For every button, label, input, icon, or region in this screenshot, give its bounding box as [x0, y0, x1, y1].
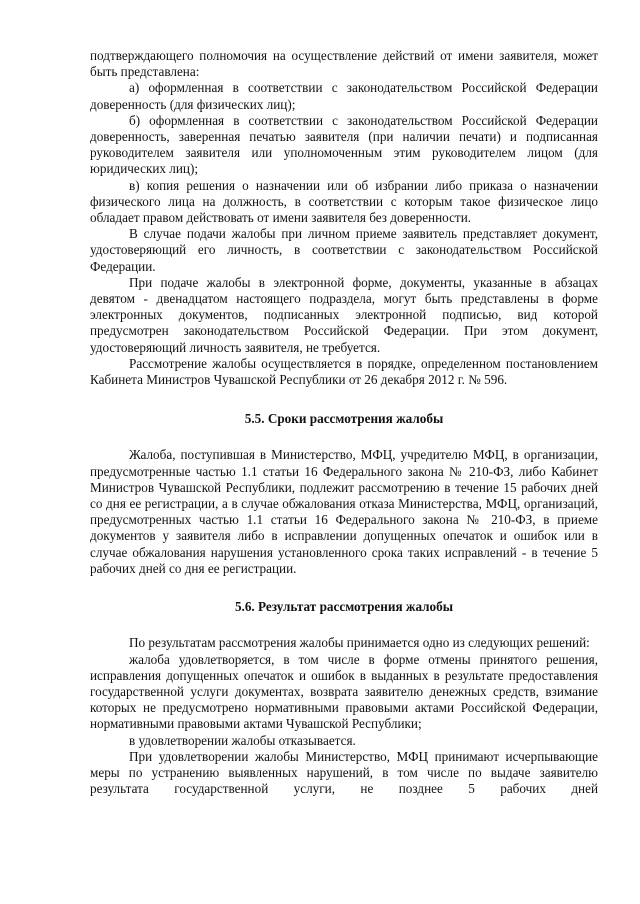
paragraph-option-b: б) оформленная в соответствии с законодательством Российской Федерации доверенность, заверенная печатью заявителя (при наличии печати) и подписанная руководителем заявителя или уполномоченным этим руководителем лицом (для юридических лиц);	[90, 112, 598, 177]
section-5-6-option-satisfied: жалоба удовлетворяется, в том числе в форме отмены принятого решения, исправления допущенных опечаток и ошибок в выданных в результате предоставления государственной услуги документах, возврата заявителю денежных средств, взимание которых не предусмотрено нормативными правовыми актами Российской Федерации, нормативными правовыми актами Чувашской Республики;	[90, 651, 598, 732]
section-5-6-heading: 5.6. Результат рассмотрения жалобы	[234, 599, 454, 615]
document-page	[90, 48, 598, 797]
section-5-5-heading: 5.5. Сроки рассмотрения жалобы	[244, 411, 444, 427]
section-5-6-option-refused: в удовлетворении жалобы отказывается.	[129, 732, 356, 748]
section-5-6-intro: По результатам рассмотрения жалобы принимается одно из следующих решений:	[129, 635, 590, 651]
paragraph-authority-continuation: подтверждающего полномочия на осуществление действий от имени заявителя, может быть представлена:	[90, 48, 598, 80]
section-5-6-final: При удовлетворении жалобы Министерство, МФЦ принимают исчерпывающие меры по устранению выявленных нарушений, в том числе по выдаче заявителю результата государственной услуги, не позднее 5 рабочих дней	[90, 748, 598, 797]
paragraph-option-c: в) копия решения о назначении или об избрании либо приказа о назначении физического лица на должность, в соответствии с которым такое физическое лицо обладает правом действовать от имени заявителя без доверенности.	[90, 177, 598, 226]
paragraph-option-a: а) оформленная в соответствии с законодательством Российской Федерации доверенность (для физических лиц);	[90, 80, 598, 112]
paragraph-review-procedure: Рассмотрение жалобы осуществляется в порядке, определенном постановлением Кабинета Министров Чувашской Республики от 26 декабря 2012 г. № 596.	[90, 355, 598, 388]
paragraph-electronic-form: При подаче жалобы в электронной форме, документы, указанные в абзацах девятом - двенадцатом настоящего подраздела, могут быть представлены в форме электронных документов, подписанных электронной подписью, вид которой предусмотрен законодательством Российской Федерации. При этом документ, удостоверяющий личность заявителя, не требуется.	[90, 274, 598, 355]
paragraph-personal-reception: В случае подачи жалобы при личном приеме заявитель представляет документ, удостоверяющий его личность, в соответствии с законодательством Российской Федерации.	[90, 226, 598, 274]
section-5-5-text: Жалоба, поступившая в Министерство, МФЦ, учредителю МФЦ, в организации, предусмотренные частью 1.1 статьи 16 Федерального закона № 210-ФЗ, либо Кабинет Министров Чувашской Республики, подлежит рассмотрению в течение 15 рабочих дней со дня ее регистрации, а в случае обжалования отказа Министерства, МФЦ, организаций, предусмотренных частью 1.1 статьи 16 Федерального закона № 210-ФЗ, в приеме документов у заявителя либо в исправлении допущенных опечаток и ошибок или в случае обжалования нарушения установленного срока таких исправлений - в течение 5 рабочих дней со дня ее регистрации.	[90, 447, 598, 576]
